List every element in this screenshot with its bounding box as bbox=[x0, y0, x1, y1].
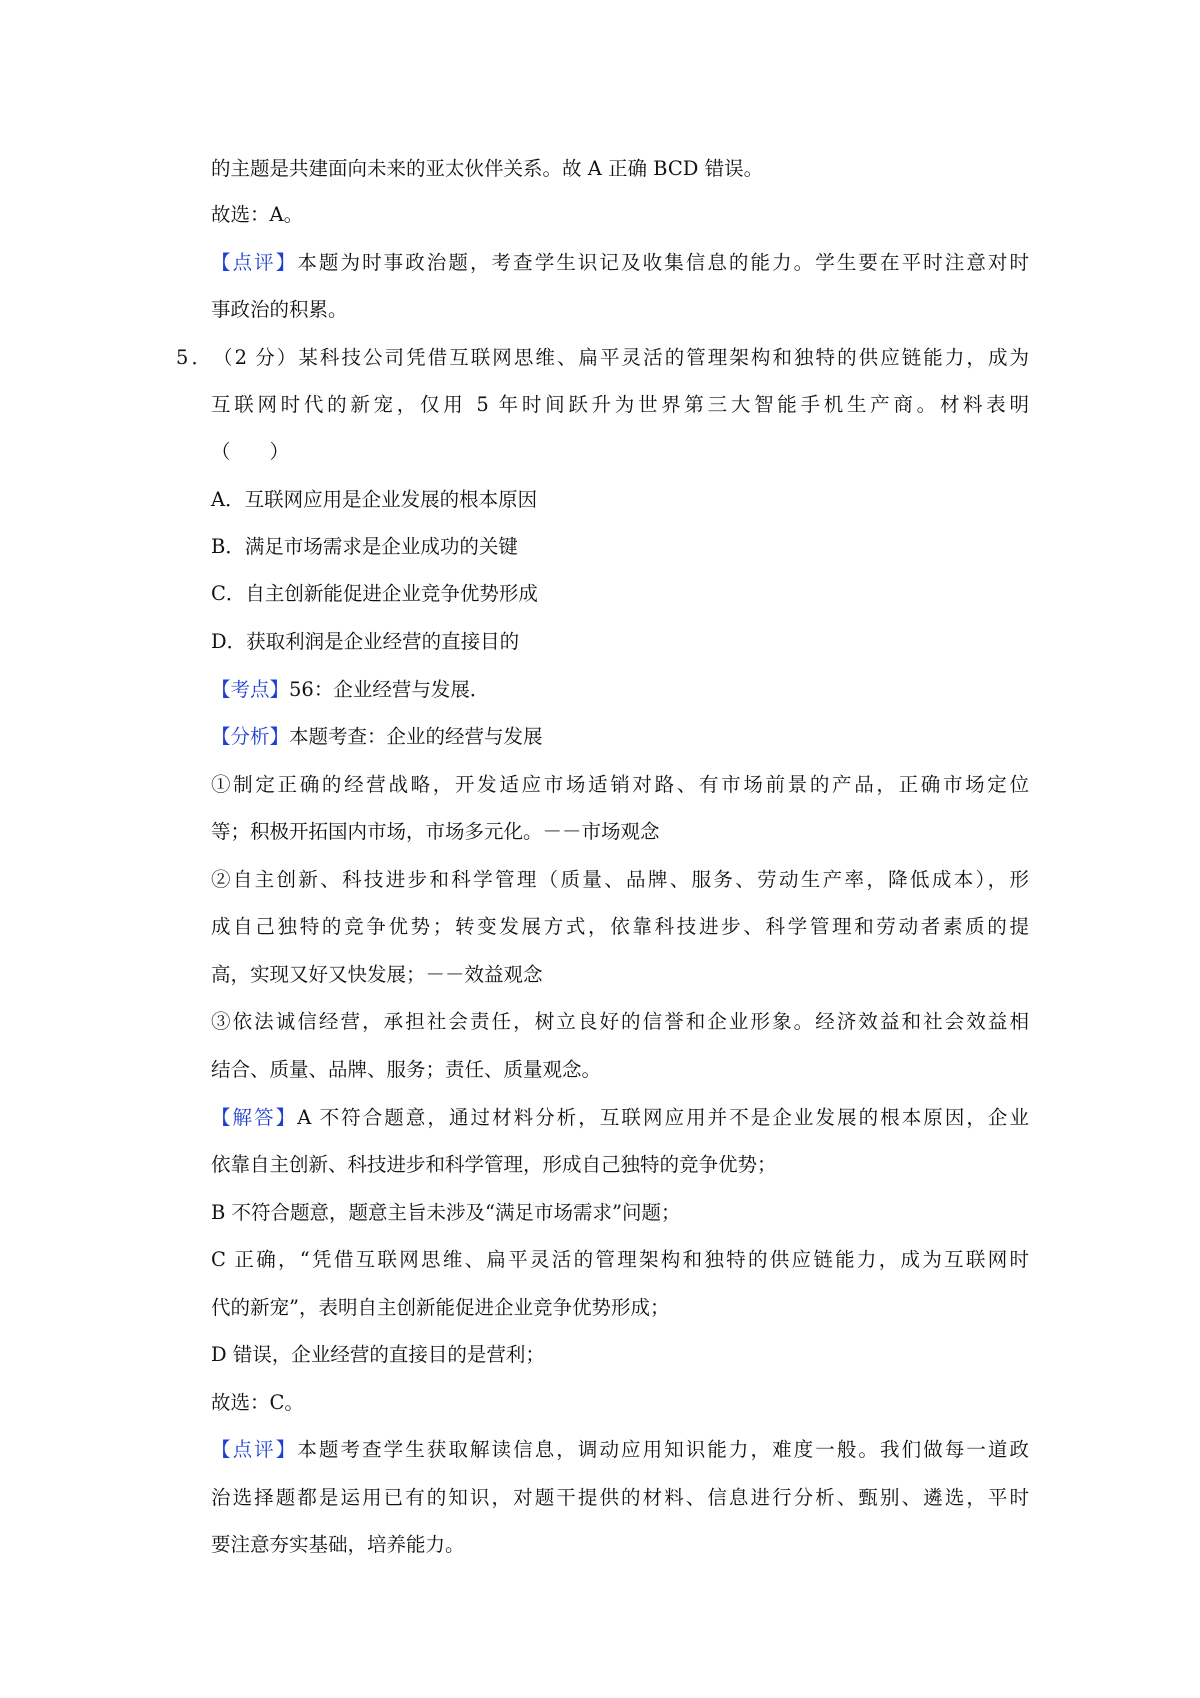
question-number: 5． bbox=[176, 346, 211, 369]
kaodian-line bbox=[211, 675, 489, 705]
comment-text: 本题为时事政治题，考查学生识记及收集信息的能力。学生要在平时注意对时 bbox=[297, 251, 1029, 274]
fenxi-point1-line1: ①制定正确的经营战略，开发适应市场适销对路、有市场前景的产品，正确市场定位 bbox=[211, 773, 1029, 796]
prev-comment-line2: 事政治的积累。 bbox=[211, 298, 348, 321]
jieda-tag: 【解答】 bbox=[211, 1106, 298, 1129]
jieda-line1 bbox=[211, 1103, 1029, 1133]
dianping-line1 bbox=[211, 1435, 1029, 1465]
prev-answer-line: 故选：A。 bbox=[211, 203, 304, 226]
jieda-line4: C 正确，“凭借互联网思维、扁平灵活的管理架构和独特的供应链能力，成为互联网时 bbox=[211, 1248, 1029, 1271]
fenxi-point3-line2: 结合、质量、品牌、服务；责任、质量观念。 bbox=[211, 1058, 602, 1081]
dianping-line2: 治选择题都是运用已有的知识，对题干提供的材料、信息进行分析、甄别、遴选，平时 bbox=[211, 1486, 1029, 1509]
fenxi-point2-line2: 成自己独特的竞争优势；转变发展方式，依靠科技进步、科学管理和劳动者素质的提 bbox=[211, 915, 1029, 938]
prev-comment-line1 bbox=[211, 248, 1029, 278]
prev-analysis-tail: 的主题是共建面向未来的亚太伙伴关系。故 A 正确 BCD 错误。 bbox=[211, 157, 764, 180]
jieda-text: A 不符合题意，通过材料分析，互联网应用并不是企业发展的根本原因，企业 bbox=[297, 1106, 1029, 1129]
fenxi-point3-line1: ③依法诚信经营，承担社会责任，树立良好的信誉和企业形象。经济效益和社会效益相 bbox=[211, 1010, 1029, 1033]
option-a: A．互联网应用是企业发展的根本原因 bbox=[211, 488, 538, 511]
jieda-line5: 代的新宠”，表明自主创新能促进企业竞争优势形成； bbox=[211, 1296, 670, 1319]
jieda-line2: 依靠自主创新、科技进步和科学管理，形成自己独特的竞争优势； bbox=[211, 1153, 777, 1176]
question-stem-line2: 互联网时代的新宠，仅用 5 年时间跃升为世界第三大智能手机生产商。材料表明 bbox=[211, 393, 1029, 416]
option-c: C．自主创新能促进企业竞争优势形成 bbox=[211, 582, 538, 605]
fenxi-tag: 【分析】 bbox=[211, 725, 290, 748]
dianping-text: 本题考查学生获取解读信息，调动应用知识能力，难度一般。我们做每一道政 bbox=[297, 1438, 1029, 1461]
answer-line: 故选：C。 bbox=[211, 1391, 304, 1414]
fenxi-point2-line1: ②自主创新、科技进步和科学管理（质量、品牌、服务、劳动生产率，降低成本），形 bbox=[211, 868, 1029, 891]
kaodian-text: 56：企业经营与发展． bbox=[289, 678, 490, 701]
comment-tag: 【点评】 bbox=[211, 251, 298, 274]
fenxi-point2-line3: 高，实现又好又快发展；－－效益观念 bbox=[211, 963, 543, 986]
dianping-line3: 要注意夯实基础，培养能力。 bbox=[211, 1533, 465, 1556]
question-stem-line1 bbox=[176, 343, 1029, 373]
kaodian-tag: 【考点】 bbox=[211, 678, 290, 701]
fenxi-point1-line2: 等；积极开拓国内市场，市场多元化。－－市场观念 bbox=[211, 820, 660, 843]
jieda-line3: B 不符合题意，题意主旨未涉及“满足市场需求”问题； bbox=[211, 1201, 681, 1224]
stem-text-1: （2 分）某科技公司凭借互联网思维、扁平灵活的管理架构和独特的供应链能力，成为 bbox=[211, 346, 1029, 369]
fenxi-text: 本题考查：企业的经营与发展 bbox=[289, 725, 543, 748]
fenxi-line bbox=[211, 722, 543, 752]
option-b: B．满足市场需求是企业成功的关键 bbox=[211, 535, 518, 558]
option-d: D．获取利润是企业经营的直接目的 bbox=[211, 630, 520, 653]
dianping-tag: 【点评】 bbox=[211, 1438, 298, 1461]
question-stem-line3: （ ） bbox=[211, 440, 290, 463]
jieda-line6: D 错误，企业经营的直接目的是营利； bbox=[211, 1343, 545, 1366]
